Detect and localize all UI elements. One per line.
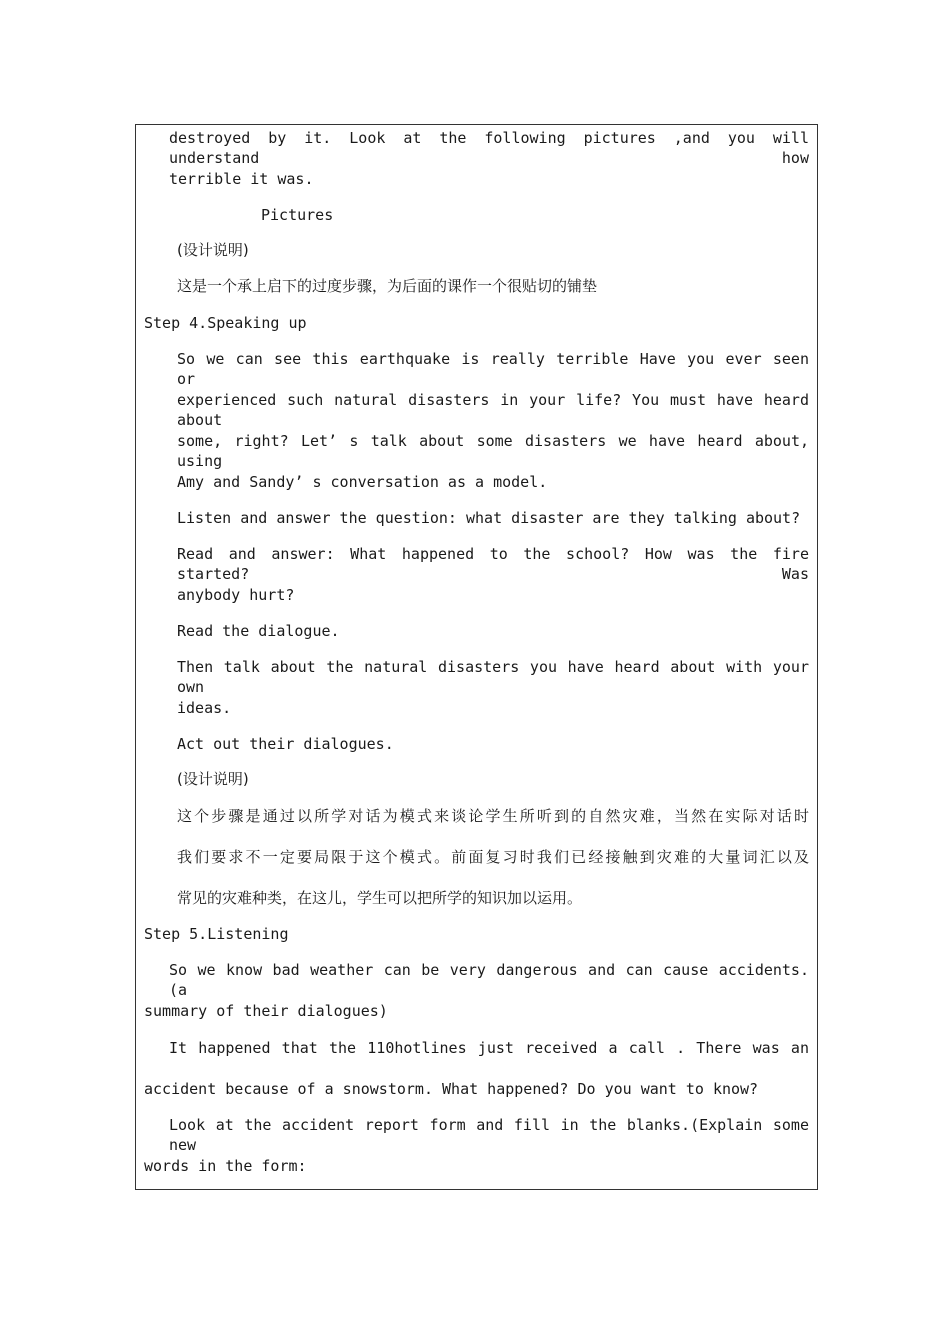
body-text-line: So we know bad weather can be very dangerous and can cause accidents.(a bbox=[169, 961, 809, 999]
body-text-line: Amy and Sandy’ s conversation as a model. bbox=[177, 473, 548, 491]
step-4-heading: Step 4.Speaking up bbox=[144, 314, 307, 332]
body-text-line: Read the dialogue. bbox=[177, 622, 340, 640]
body-text-line: Read and answer: What happened to the school? How was the fire started? Was bbox=[177, 545, 809, 583]
body-text-line: terrible it was. bbox=[169, 170, 314, 188]
body-text-line: words in the form: bbox=[144, 1157, 307, 1175]
design-note-heading: (设计说明) bbox=[177, 241, 249, 259]
body-text-line: summary of their dialogues) bbox=[144, 1002, 388, 1020]
pictures-label: Pictures bbox=[261, 206, 334, 224]
body-text-line: anybody hurt? bbox=[177, 586, 295, 604]
design-note-text: 这是一个承上启下的过度步骤，为后面的课作一个很贴切的铺垫 bbox=[177, 277, 598, 295]
body-text-line: accident because of a snowstorm. What happened? Do you want to know? bbox=[144, 1080, 759, 1098]
body-text-line: It happened that the 110hotlines just received a call . There was an bbox=[169, 1039, 809, 1057]
body-text-line: Then talk about the natural disasters you have heard about with your own bbox=[177, 658, 809, 696]
design-note-heading: (设计说明) bbox=[177, 770, 249, 788]
body-text-line: experienced such natural disasters in your life? You must have heard about bbox=[177, 391, 809, 429]
step-5-heading: Step 5.Listening bbox=[144, 925, 289, 943]
body-text-line: Look at the accident report form and fill in the blanks.(Explain some new bbox=[169, 1116, 809, 1154]
body-text-line: some, right? Let’ s talk about some disasters we have heard about, using bbox=[177, 432, 809, 470]
design-note-text: 这个步骤是通过以所学对话为模式来谈论学生所听到的自然灾难，当然在实际对话时 bbox=[177, 807, 809, 825]
body-text-line: ideas. bbox=[177, 699, 232, 717]
design-note-text: 常见的灾难种类，在这儿，学生可以把所学的知识加以运用。 bbox=[177, 889, 583, 907]
body-text-line: Act out their dialogues. bbox=[177, 735, 394, 753]
body-text-line: destroyed by it. Look at the following pictures ,and you will understand how bbox=[169, 129, 809, 167]
design-note-text: 我们要求不一定要局限于这个模式。前面复习时我们已经接触到灾难的大量词汇以及 bbox=[177, 848, 809, 866]
body-text-line: Listen and answer the question: what disaster are they talking about? bbox=[177, 509, 801, 527]
body-text-line: So we can see this earthquake is really terrible Have you ever seen or bbox=[177, 350, 809, 388]
